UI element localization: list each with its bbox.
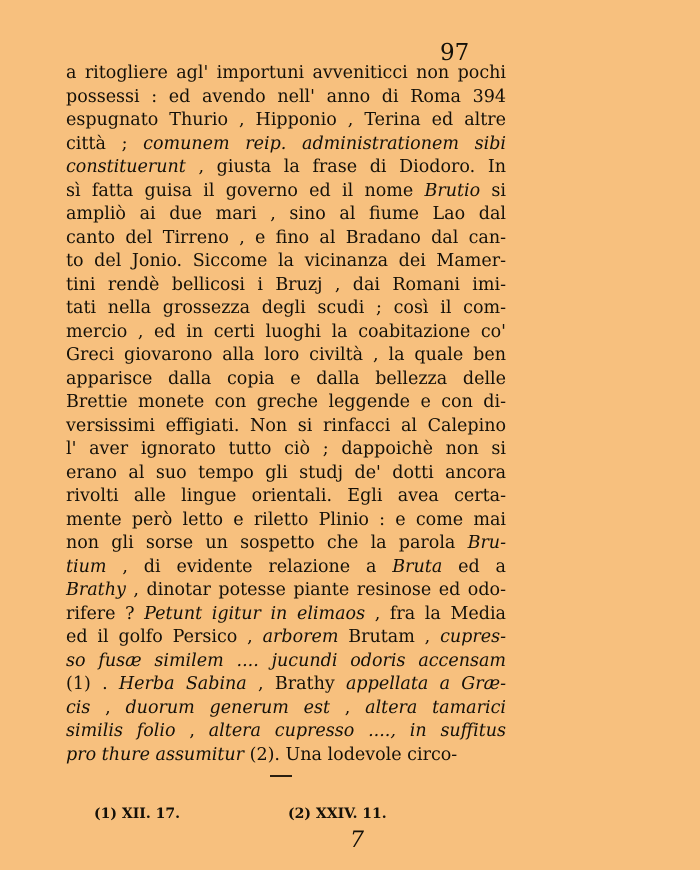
italic-text: Brathy xyxy=(66,580,126,600)
footnote-2-mark: (2) xyxy=(288,806,311,822)
footnote-1-mark: (1) xyxy=(94,806,117,822)
footnote-1-ref: XII. 17. xyxy=(121,806,180,822)
footnote-2 xyxy=(288,805,387,823)
text-run: sì fatta guisa il governo ed il nome xyxy=(66,180,425,201)
body-line xyxy=(66,650,506,674)
text-run: mercio , ed in certi luoghi la coabitazione co' xyxy=(66,321,506,342)
italic-text: tium xyxy=(66,556,107,577)
body-line xyxy=(66,227,506,251)
body-line xyxy=(66,86,506,110)
text-run: mente però letto e riletto Plinio : e come mai xyxy=(66,509,506,530)
body-line xyxy=(66,673,506,697)
text-run: , xyxy=(90,697,126,718)
text-run: Greci giovarono alla loro civiltà , la quale ben xyxy=(66,345,506,365)
body-line xyxy=(66,250,506,274)
text-run: non gli sorse un sospetto che la parola xyxy=(66,533,468,553)
text-run: a ritogliere agl' importuni avveniticci non pochi xyxy=(66,63,506,83)
text-run: ed a xyxy=(442,556,506,577)
text-run: (2). Una lodevole circo- xyxy=(244,744,458,765)
italic-text: altera tamarici xyxy=(365,697,506,718)
body-line xyxy=(66,697,506,721)
text-run: apparisce dalla copia e dalla bellezza delle xyxy=(66,368,506,389)
italic-text: similis folio xyxy=(66,721,176,741)
body-line xyxy=(66,579,506,603)
italic-text: so fusæ similem .... jucundi odoris accensam xyxy=(66,650,506,671)
body-line xyxy=(66,720,506,744)
text-run: si xyxy=(480,180,506,201)
text-run: , xyxy=(330,697,366,718)
text-run: , fra la Media xyxy=(365,603,506,624)
text-run: ed il golfo Persico , xyxy=(66,627,263,647)
body-line xyxy=(66,485,506,509)
body-line xyxy=(66,156,506,180)
text-run: versissimi effigiati. Non si rinfacci al Calepino xyxy=(66,415,506,436)
body-line xyxy=(66,438,506,462)
italic-text: pro thure assumitur xyxy=(66,744,245,765)
body-line xyxy=(66,462,506,486)
italic-text: Petunt igitur in elimaos xyxy=(144,603,366,624)
italic-text: arborem xyxy=(262,627,339,647)
body-line xyxy=(66,556,506,580)
body-line xyxy=(66,532,506,556)
footnote-rule xyxy=(270,775,292,777)
text-run: tini rendè bellicosi i Bruzj , dai Romani imi- xyxy=(66,274,506,295)
body-line xyxy=(66,368,506,392)
text-run: , di evidente relazione a xyxy=(106,556,393,577)
body-line xyxy=(66,297,506,321)
body-line xyxy=(66,180,506,204)
footnote-1 xyxy=(94,805,180,823)
body-line xyxy=(66,415,506,439)
italic-text: Brutio xyxy=(424,180,481,201)
italic-text: constituerunt xyxy=(66,157,186,177)
text-run: to del Jonio. Siccome la vicinanza dei Mamer- xyxy=(66,251,506,271)
body-line xyxy=(66,344,506,368)
body-line xyxy=(66,133,506,157)
body-line xyxy=(66,744,506,768)
text-run: espugnato Thurio , Hipponio , Terina ed altre xyxy=(66,110,506,130)
text-run: l' aver ignorato tutto ciò ; dappoichè non si xyxy=(66,439,506,459)
text-run: città ; xyxy=(66,133,144,154)
footnote-2-ref: XXIV. 11. xyxy=(315,806,387,822)
text-run: rivolti alle lingue orientali. Egli avea certa- xyxy=(66,486,506,506)
text-run: Brettie monete con greche leggende e con di- xyxy=(66,392,506,412)
text-run: possessi : ed avendo nell' anno di Roma 394 xyxy=(66,86,506,107)
body-line xyxy=(66,626,506,650)
body-line xyxy=(66,321,506,345)
body-text xyxy=(66,62,506,767)
italic-text: cis xyxy=(66,697,91,718)
italic-text: altera cupresso ...., in suffitus xyxy=(208,721,506,741)
text-run: Brutam , xyxy=(338,627,441,647)
text-run: , xyxy=(175,721,209,741)
body-line xyxy=(66,62,506,86)
body-line xyxy=(66,509,506,533)
text-run: , giusta la frase di Diodoro. In xyxy=(185,157,506,177)
body-line xyxy=(66,391,506,415)
italic-text: Bru- xyxy=(467,533,506,553)
italic-text: comunem reip. administrationem sibi xyxy=(143,133,507,154)
italic-text: appellata a Græ- xyxy=(346,674,506,694)
text-run: erano al suo tempo gli studj de' dotti ancora xyxy=(66,462,506,483)
text-run: ampliò ai due mari , sino al fiume Lao dal xyxy=(66,204,506,224)
text-run: tati nella grossezza degli scudi ; così il com- xyxy=(66,298,506,318)
italic-text: cupres- xyxy=(440,627,506,647)
signature-mark: 7 xyxy=(350,828,364,853)
page-number: 97 xyxy=(440,40,470,66)
italic-text: Bruta xyxy=(392,556,443,577)
text-run: (1) . xyxy=(66,674,119,694)
body-line xyxy=(66,603,506,627)
text-run: , Brathy xyxy=(246,674,346,694)
body-line xyxy=(66,203,506,227)
text-run: canto del Tirreno , e fino al Bradano dal can- xyxy=(66,227,506,248)
text-run: , dinotar potesse piante resinose ed odo- xyxy=(125,580,506,600)
body-line xyxy=(66,109,506,133)
text-run: rifere ? xyxy=(66,603,145,624)
italic-text: duorum generum est xyxy=(125,697,331,718)
italic-text: Herba Sabina xyxy=(118,674,247,694)
body-line xyxy=(66,274,506,298)
